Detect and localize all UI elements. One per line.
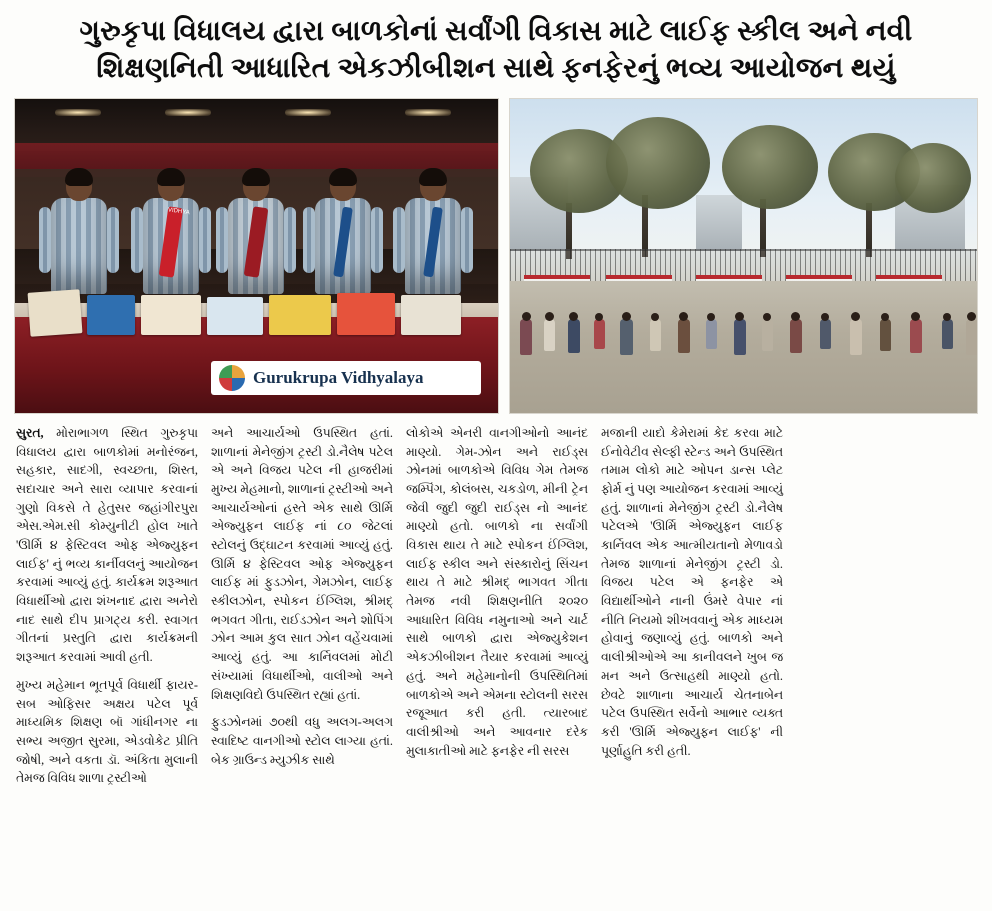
crowd-head xyxy=(791,312,800,321)
crowd-head xyxy=(545,312,554,321)
crowd-figure xyxy=(620,319,633,355)
crowd-head xyxy=(735,312,744,321)
paragraph xyxy=(16,676,198,788)
hair xyxy=(419,168,447,186)
headline-line-2: શિક્ષણનિતી આધારિત એકઝીબીશન સાથે ફનફેરનું ભવ્ય આયોજન થયું xyxy=(96,52,896,84)
crowd-figure xyxy=(880,319,891,351)
article-column-2 xyxy=(211,424,393,860)
arm xyxy=(107,207,119,273)
craft-item xyxy=(207,297,263,335)
paragraph xyxy=(601,424,783,760)
crowd-figure xyxy=(544,319,555,351)
crowd-head xyxy=(881,313,889,321)
article-column-3 xyxy=(406,424,588,860)
arm xyxy=(393,207,405,273)
arm xyxy=(199,207,211,273)
arm xyxy=(216,207,228,273)
sash-badge: VIDHYA xyxy=(159,206,184,277)
crowd-head xyxy=(595,313,603,321)
paragraph xyxy=(211,713,393,769)
stall-name-text: Gurukrupa Vidhyalaya xyxy=(253,367,424,387)
crowd-head xyxy=(569,312,578,321)
craft-item xyxy=(337,293,395,335)
crowd-figure xyxy=(594,319,605,349)
paragraph xyxy=(211,424,393,704)
uniform xyxy=(51,198,107,294)
crowd-head xyxy=(707,313,715,321)
crowd-figure xyxy=(966,319,978,355)
crowd-figure xyxy=(910,319,922,353)
crowd-head xyxy=(967,312,976,321)
stall-name-board xyxy=(211,361,481,395)
arm xyxy=(131,207,143,273)
crowd-figure xyxy=(942,319,953,349)
photo-row xyxy=(14,98,978,414)
paragraph xyxy=(406,424,588,760)
craft-item xyxy=(87,295,135,335)
hair xyxy=(329,168,357,186)
photo-funfair-ground xyxy=(509,98,978,414)
photo-students-stall xyxy=(14,98,499,414)
crowd-figure xyxy=(650,319,661,351)
crowd-head xyxy=(763,313,771,321)
craft-item xyxy=(269,295,331,335)
crowd-figure xyxy=(520,319,532,355)
crowd-figure xyxy=(734,319,746,355)
crowd-head xyxy=(622,312,631,321)
ceiling-light-icon xyxy=(55,109,101,116)
hair xyxy=(65,168,93,186)
crowd-head xyxy=(679,312,688,321)
hair xyxy=(157,168,185,186)
arm xyxy=(461,207,473,273)
crowd-head xyxy=(522,312,531,321)
crowd-figure xyxy=(850,319,862,355)
paragraph xyxy=(16,424,198,667)
article-body xyxy=(14,424,978,860)
page-title xyxy=(14,12,978,88)
ceiling-light-icon xyxy=(285,109,331,116)
crowd-figure xyxy=(820,319,831,349)
ceiling-light-icon xyxy=(165,109,211,116)
craft-item xyxy=(141,295,201,335)
paragraph-text: લોકોએ એનરી વાનગીઓનો આનંદ માણ્યો. ગેમ-ઝોન અને રાઈડ્સ ઝોનમાં બાળકોએ વિવિધ ગેમ તેમજ જમ્પિંગ, કોલંબસ, ચકડોળ, મીની ટ્રેન જેવી જુદી જુદી રાઈડ્સ નો આનંદ માણ્યો હતો. બાળકો ના સર્વાંગી વિકાસ થાય તે માટે સ્પોકન ઈંગ્લિશ, લાઈફ સ્કીલ અને સંસ્કારોનું સિંચન થાય તે માટે શ્રીમદ્ ભાગવત ગીતા તેમજ નવી શિક્ષણનીતિ ૨૦૨૦ આધારિત વિવિધ નમુનાઓ અને ચાર્ટ સાથે બાળકો દ્વારા એજ્યુકેશન એકઝીબીશન તૈયાર કરવામાં આવ્યું હતું. અને મહેમાનોની ઉપસ્થિતિમાં બાળકોએ અને એમના સ્ટોલની સરસ રજૂઆત કરી હતી. ત્યારબાદ વાલીશ્રીઓ અને આવનાર દરેક મુલાકાતીઓ માટે ફનફેર ની સરસ xyxy=(406,425,588,758)
paragraph-text: મુખ્ય મહેમાન ભૂતપૂર્વ વિધાર્થી ફાયર-સબ ઓફિસર અક્ષય પટેલ પૂર્વ માધ્યમિક શિક્ષણ બૉ ગાંધીનગર ના સભ્ય અજીત સુરમા, એડવોકેટ પ્રીતિ જોષી, અને વકતા ડૉ. અંકિતા મુલાની તેમજ વિવિધ શાળા ટ્રસ્ટીઓ xyxy=(16,677,198,786)
paragraph-text: ફુડઝોનમાં ૭૦થી વધુ અલગ-અલગ સ્વાદિષ્ટ વાનગીઓ સ્ટોલ લાગ્યા હતાં. બેક ગ્રાઉન્ડ મ્યુઝીક સાથે xyxy=(211,715,393,767)
tree-canopy xyxy=(606,117,710,209)
arm xyxy=(371,207,383,273)
paragraph-text: અને આચાર્યઓ ઉપસ્થિત હતાં. શાળાનાં મેનેજીંગ ટ્રસ્ટી ડો.નૈલેષ પટેલ એ અને વિજય પટેલ ની હાજરીમાં મુખ્ય મેહમાનો, શાળાનાં ટ્રસ્ટીઓ અને આચાર્યઓનાં હસ્તે એક સાથે ઊર્મિ એજ્યુફન લાઈફ નાં ૮૦ જેટલાં સ્ટોલનું ઉદ્ઘાટન કરવામાં આવ્યું હતું. ઊર્મિ ૪ ફેસ્ટિવલ ઓફ એજ્યુફન લાઈફ માં ફુડઝોન, ગેમઝોન, લાઈફ સ્કીલઝોન, સ્પોકન ઈંગ્લિશ, શ્રીમદ્ ભગવત ગીતા, રાઈડઝોન અને શોપિંગ ઝોન આમ કુલ સાત ઝોન વહેંચવામાં આવ્યું હતું. આ કાર્નિવલમાં મોટી સંખ્યામાં વિધાર્થીઓ, વાલીઓ અને શિક્ષણવિદો ઉપસ્થિત રહ્યાં હતાં. xyxy=(211,425,393,702)
craft-item xyxy=(401,295,461,335)
crowd-figure xyxy=(706,319,717,349)
tree-canopy xyxy=(722,125,818,209)
crowd-head xyxy=(651,313,659,321)
crowd-figure xyxy=(762,319,773,351)
paragraph-text: મોરાભાગળ સ્થિત ગુરુકૃપા વિધાલય દ્વારા બાળકોમાં મનોરંજન, સહકાર, સાદગી, સ્વચ્છતા, શિસ્ત, સદાચાર અને સારા વ્યાપાર કરવાનાં ગુણો વિકસે તે હેતુસર જહાંગીરપુરા એસ.એમ.સી કોમ્યુનીટી હોલ ખાતે 'ઊર્મિ ૪ ફેસ્ટિવલ ઓફ એજ્યુફન લાઈફ' નું ભવ્ય કાર્નીવલનું આયોજન કરવામાં આવ્યું હતું. કાર્યક્રમ શરૂઆત વિધાર્થીઓ દ્વારા શંખનાદ દ્વારા અનેરો નાદ સાથે દીપ પ્રાગટ્ય કરી. સ્વાગત ગીતનાં પ્રસ્તુતિ દ્વારા કાર્યક્રમની શરૂઆત કરવામાં આવી હતી. xyxy=(16,425,198,665)
crowd-head xyxy=(851,312,860,321)
article-column-1 xyxy=(16,424,198,860)
paragraph-text: મજાની યાદો કેમેરામાં કેદ કરવા માટે ઈનોવેટીવ સેલ્ફી સ્ટેન્ડ અને ઉપસ્થિત તમામ લોકો માટે ઓપન ડાન્સ પ્લેટ ફોર્મ નું પણ આયોજન કરવામાં આવ્યું હતું. શાળાનાં મેનેજીંગ ટ્રસ્ટી ડો.નૈલેષ પટેલએ 'ઊર્મિ એજ્યુફન લાઈફ કાર્નિવલ એક આત્મીયતાનો મેળાવડો તેમજ શાળાનાં મેનેજીંગ ટ્રસ્ટી ડો. વિજય પટેલ એ ફનફેર એ વિદ્યાર્થીઓને નાની ઉંમરે વેપાર નાં નીતિ નિયમો શીખવવાનું એક માધ્યમ હોવાનું જણાવ્યું હતું. બાળકો અને વાલીશ્રીઓએ આ કાનીવલને ખુબ જ મન અને ઉત્સાહથી માણ્યો હતો. છેવટે શાળાના આચાર્ય ચેતનાબેન પટેલ ઉપસ્થિત સર્વેનો આભાર વ્યક્ત કરી 'ઊર્મિ એજ્યુફન લાઈફ' ની પૂર્ણાહુતિ કરી હતી. xyxy=(601,425,783,758)
building xyxy=(696,195,742,251)
arm xyxy=(284,207,296,273)
crowd-figure xyxy=(568,319,580,353)
crowd-head xyxy=(943,313,951,321)
craft-item xyxy=(28,289,83,337)
school-logo-icon xyxy=(219,365,245,391)
hair xyxy=(242,168,270,186)
dateline: સુરત, xyxy=(16,425,44,440)
tree-canopy xyxy=(895,143,971,213)
crowd-head xyxy=(911,312,920,321)
crowd-head xyxy=(821,313,829,321)
article-column-4 xyxy=(601,424,783,860)
arm xyxy=(39,207,51,273)
ceiling-light-icon xyxy=(405,109,451,116)
crowd-figure xyxy=(678,319,690,353)
arm xyxy=(303,207,315,273)
crowd-figure xyxy=(790,319,802,353)
headline-line-1: ગુરુકૃપા વિધાલય દ્વારા બાળકોનાં સર્વાંગી વિકાસ માટે લાઈફ સ્કીલ અને નવી xyxy=(79,16,913,47)
